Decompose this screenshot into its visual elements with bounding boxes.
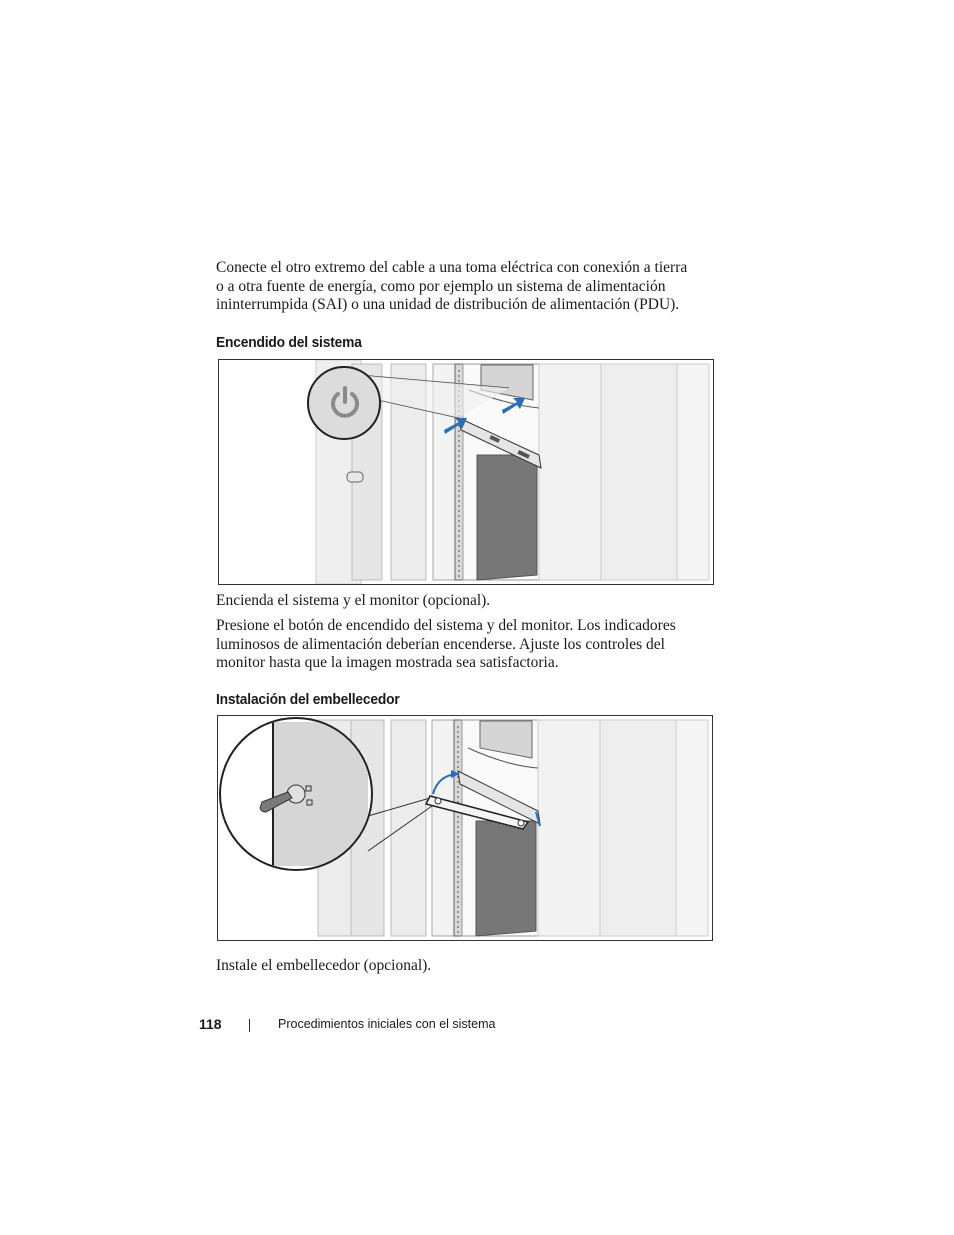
figure-caption-power-on: Encienda el sistema y el monitor (opcional). (216, 592, 491, 609)
instruction-line: Presione el botón de encendido del sistema y del monitor. Los indicadores (216, 617, 676, 634)
instruction-line: monitor hasta que la imagen mostrada sea satisfactoria. (216, 654, 559, 672)
rack-illustration (219, 360, 713, 584)
power-icon (329, 385, 361, 419)
page-number: 118 (199, 1016, 222, 1032)
instruction-line: luminosos de alimentación deberían encenderse. Ajuste los controles del (216, 635, 665, 653)
bezel-illustration (218, 716, 712, 940)
intro-line: o a otra fuente de energía, como por ejemplo un sistema de alimentación (216, 277, 666, 295)
figure-bezel-install (217, 715, 713, 941)
section-heading-bezel: Instalación del embellecedor (216, 691, 400, 708)
figure-caption-bezel: Instale el embellecedor (opcional). (216, 957, 432, 974)
intro-line: ininterrumpida (SAI) o una unidad de distribución de alimentación (PDU). (216, 296, 680, 314)
power-on-instructions (216, 617, 716, 673)
footer-title: Procedimientos iniciales con el sistema (278, 1017, 496, 1031)
intro-line: Conecte el otro extremo del cable a una toma eléctrica con conexión a tierra (216, 259, 688, 276)
footer-divider (249, 1019, 250, 1032)
key-icon (258, 776, 318, 822)
section-heading-power-on: Encendido del sistema (216, 334, 362, 351)
figure-power-on (218, 359, 714, 585)
intro-paragraph (216, 259, 716, 315)
